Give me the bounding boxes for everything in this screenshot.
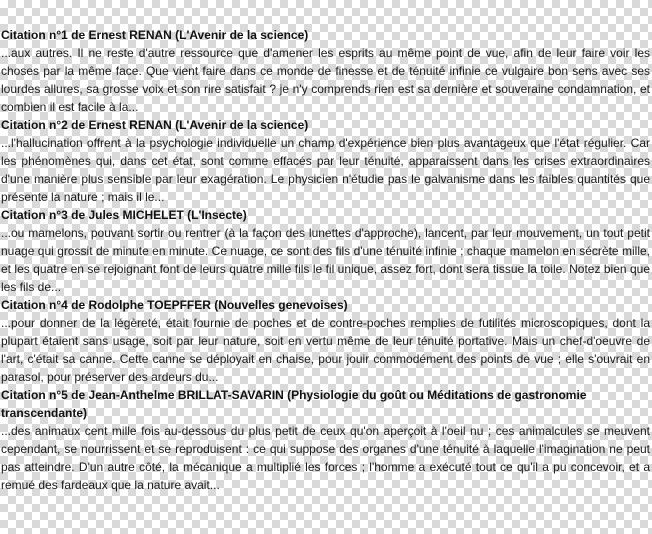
citation-5	[0, 386, 652, 494]
citation-2	[0, 116, 652, 206]
citation-text: ...l'hallucination offrent à la psychologie individuelle un champ d'expérience bien plus avantageux que l'état régulier. Car les phénomènes qui, dans cet état, sont comme effacés par leur ténuité, apparaissent dans les crises extraordinaires d'une manière plus sensible par leur exagération. Le physicien n'étudie pas le galvanisme dans les faibles quantités que présente la nature ; mais il le...	[1, 136, 650, 204]
citation-text: ...aux autres. Il ne reste d'autre ressource que d'amener les esprits au même point de vue, afin de leur faire voir les choses par la même face. Que vient faire dans ce monde de finesse et de ténuité infinie ce vulgaire bon sens avec ses lourdes allures, sa grosse voix et son rire satisfait ? je n'y comprends rien est sa dernière et souveraine condamnation, et combien il est facile à la...	[1, 46, 650, 114]
citation-text: ...ou mamelons, pouvant sortir ou rentrer (à la façon des lunettes d'approche), lancent, par leur mouvement, un tout petit nuage qui grossit de minute en minute. Ce nuage, ce sont des fils d'une ténuité infinie ; chaque mamelon en sécrète mille, et les quatre en se rejoignant font de leurs quatre mille fils le fil unique, assez fort, dont sera tissue la toile. Notez bien que les fils de...	[1, 226, 650, 294]
citation-4	[0, 296, 652, 386]
citation-text: ...des animaux cent mille fois au-dessous du plus petit de ceux qu'on aperçoit à l'oeil nu ; ces animalcules se meuvent cependant, se nourrissent et se reproduisent : ce qui suppose des organes d'une ténuité à laquelle l'imagination ne peut pas atteindre. D'un autre côté, la mécanique a multiplié les forces ; l'homme a exécuté tout ce qu'il a pu concevoir, et a remué des fardeaux que la nature avait...	[1, 424, 650, 492]
citation-3	[0, 206, 652, 296]
citation-title: Citation n°5 de Jean-Anthelme BRILLAT-SAVARIN (Physiologie du goût ou Méditations de gastronomie transcendante)	[1, 388, 587, 420]
citation-title: Citation n°3 de Jules MICHELET (L'Insecte)	[1, 208, 247, 222]
citation-title: Citation n°2 de Ernest RENAN (L'Avenir de la science)	[1, 118, 309, 132]
citation-1	[0, 26, 652, 116]
citation-title: Citation n°1 de Ernest RENAN (L'Avenir de la science)	[1, 28, 309, 42]
citation-title: Citation n°4 de Rodolphe TOEPFFER (Nouvelles genevoises)	[1, 298, 348, 312]
citation-text: ...pour donner de la légèreté, était fournie de poches et de contre-poches remplies de futilités microscopiques, dont la plupart étaient sans usage, soit par leur nature, soit en vertu même de leur ténuité portative. Mais un chef-d'oeuvre de l'art, c'était sa canne. Cette canne se déployait en chaise, pour jouir commodément des points de vue ; elle s'ouvrait en parasol, pour préserver des ardeurs du...	[1, 316, 650, 384]
citations-document	[0, 26, 652, 494]
